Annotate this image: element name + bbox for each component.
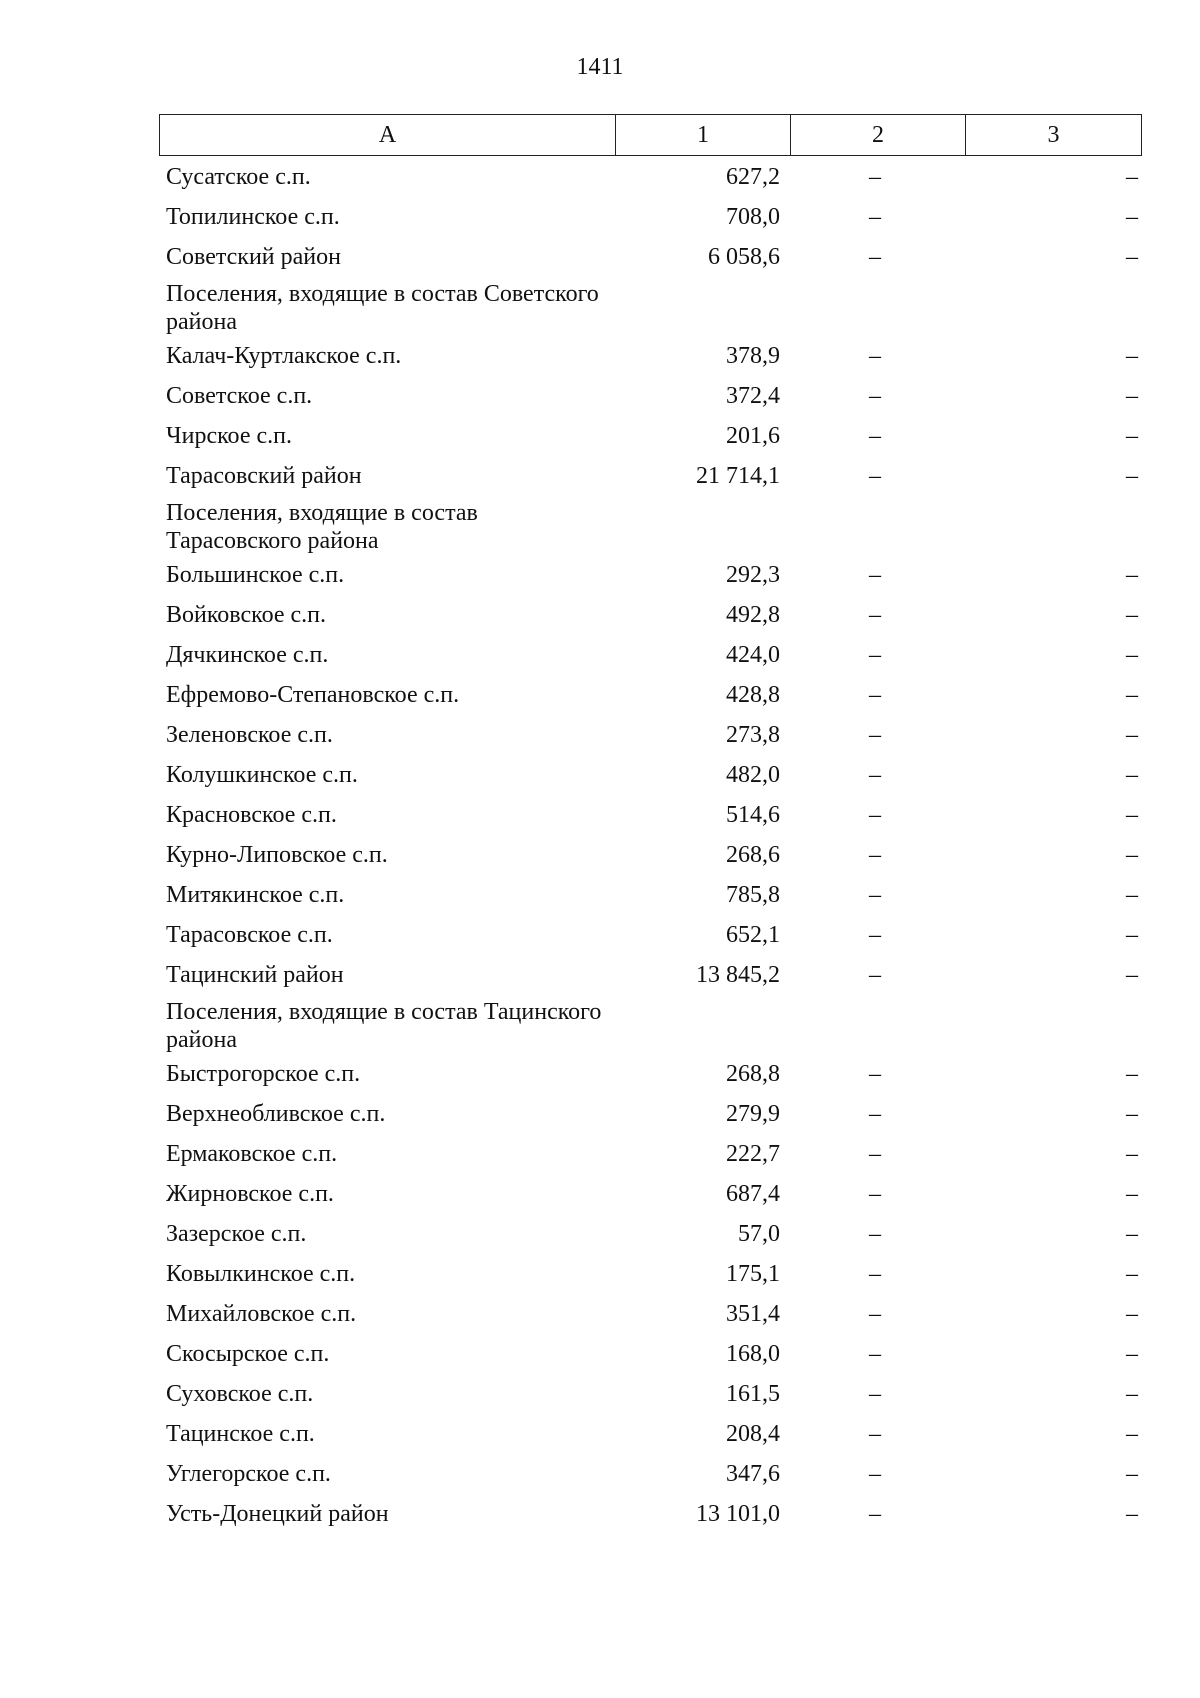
row-name: Усть-Донецкий район [166,1501,389,1527]
row-value-2: – [869,1501,881,1527]
row-value-3: – [1126,244,1138,270]
table-row [159,1175,1141,1215]
row-value-3: – [1126,1501,1138,1527]
row-value-1: 21 714,1 [696,463,780,489]
row-name: Верхнеобливское с.п. [166,1101,386,1127]
row-value-2: – [869,1421,881,1447]
row-value-2: – [869,762,881,788]
row-value-1: 785,8 [726,882,780,908]
row-value-1: 627,2 [726,164,780,190]
table-row [159,377,1141,417]
header-col-2: 2 [791,115,966,156]
table-row [159,1495,1141,1535]
row-value-3: – [1126,802,1138,828]
row-name: Ковылкинское с.п. [166,1261,356,1287]
row-value-2: – [869,802,881,828]
row-value-2: – [869,164,881,190]
row-value-2: – [869,1181,881,1207]
row-value-3: – [1126,423,1138,449]
row-value-2: – [869,602,881,628]
row-value-3: – [1126,1141,1138,1167]
row-value-2: – [869,562,881,588]
row-value-1: 428,8 [726,682,780,708]
row-value-1: 268,8 [726,1061,780,1087]
row-name: Зазерское с.п. [166,1221,307,1247]
row-value-3: – [1126,682,1138,708]
row-value-2: – [869,1381,881,1407]
row-value-2: – [869,423,881,449]
row-name: Ефремово-Степановское с.п. [166,682,460,708]
row-value-3: – [1126,463,1138,489]
row-value-3: – [1126,762,1138,788]
row-value-1: 652,1 [726,922,780,948]
row-value-3: – [1126,204,1138,230]
row-value-1: 351,4 [726,1301,780,1327]
row-name: Тацинский район [166,962,344,988]
row-value-1: 424,0 [726,642,780,668]
row-value-1: 687,4 [726,1181,780,1207]
row-name: Чирское с.п. [166,423,292,449]
table-row [159,497,1141,556]
table-row [159,1455,1141,1495]
table-row [159,956,1141,996]
row-value-3: – [1126,164,1138,190]
row-value-1: 378,9 [726,343,780,369]
row-value-2: – [869,1061,881,1087]
row-value-3: – [1126,642,1138,668]
row-value-2: – [869,383,881,409]
row-value-1: 201,6 [726,423,780,449]
header-row [160,115,1142,156]
row-name: Поселения, входящие в состав Тацинского района [166,999,602,1053]
row-value-1: 292,3 [726,562,780,588]
row-value-2: – [869,343,881,369]
row-value-2: – [869,1101,881,1127]
header-col-3: 3 [966,115,1142,156]
row-value-1: 279,9 [726,1101,780,1127]
row-value-1: 175,1 [726,1261,780,1287]
row-value-2: – [869,962,881,988]
row-value-3: – [1126,922,1138,948]
table-row [159,278,1141,337]
table-row [159,1255,1141,1295]
row-value-2: – [869,1261,881,1287]
row-value-3: – [1126,1181,1138,1207]
row-value-1: 347,6 [726,1461,780,1487]
row-value-2: – [869,1301,881,1327]
row-value-3: – [1126,343,1138,369]
row-value-2: – [869,922,881,948]
table-row [159,596,1141,636]
row-value-3: – [1126,962,1138,988]
row-name: Сусатское с.п. [166,164,311,190]
row-name: Михайловское с.п. [166,1301,357,1327]
row-value-2: – [869,1341,881,1367]
row-name: Советский район [166,244,341,270]
row-value-3: – [1126,1261,1138,1287]
row-value-1: 57,0 [738,1221,780,1247]
row-value-1: 372,4 [726,383,780,409]
row-value-1: 268,6 [726,842,780,868]
row-value-3: – [1126,842,1138,868]
row-value-3: – [1126,1101,1138,1127]
row-value-1: 13 101,0 [696,1501,780,1527]
row-name: Зеленовское с.п. [166,722,333,748]
table-row [159,1215,1141,1255]
row-value-1: 13 845,2 [696,962,780,988]
row-value-3: – [1126,1461,1138,1487]
row-value-1: 708,0 [726,204,780,230]
table-body [159,158,1141,1535]
table-row [159,676,1141,716]
row-value-2: – [869,204,881,230]
table-row [159,1295,1141,1335]
row-value-1: 168,0 [726,1341,780,1367]
table-row [159,198,1141,238]
table-row [159,876,1141,916]
row-value-3: – [1126,1421,1138,1447]
header-col-a: А [160,115,616,156]
row-value-3: – [1126,1301,1138,1327]
row-name: Дячкинское с.п. [166,642,329,668]
row-value-2: – [869,882,881,908]
table-row [159,1415,1141,1455]
row-value-1: 208,4 [726,1421,780,1447]
row-value-2: – [869,682,881,708]
row-name: Большинское с.п. [166,562,345,588]
table-row [159,636,1141,676]
table-row [159,556,1141,596]
row-value-2: – [869,463,881,489]
table-row [159,1335,1141,1375]
row-name: Митякинское с.п. [166,882,345,908]
table-row [159,796,1141,836]
row-value-2: – [869,244,881,270]
row-name: Суховское с.п. [166,1381,314,1407]
row-name: Поселения, входящие в состав Тарасовского района [166,500,478,554]
row-value-3: – [1126,1381,1138,1407]
row-value-2: – [869,1221,881,1247]
row-value-1: 492,8 [726,602,780,628]
row-name: Ермаковское с.п. [166,1141,338,1167]
row-value-2: – [869,722,881,748]
row-name: Скосырское с.п. [166,1341,330,1367]
row-name: Тарасовское с.п. [166,922,333,948]
row-name: Углегорское с.п. [166,1461,331,1487]
table-row [159,716,1141,756]
row-name: Колушкинское с.п. [166,762,358,788]
table-row [159,1055,1141,1095]
row-name: Быстрогорское с.п. [166,1061,361,1087]
row-name: Советское с.п. [166,383,313,409]
row-value-2: – [869,642,881,668]
row-value-1: 6 058,6 [708,244,780,270]
table-row [159,1095,1141,1135]
row-value-1: 514,6 [726,802,780,828]
row-value-3: – [1126,1221,1138,1247]
row-value-1: 273,8 [726,722,780,748]
row-name: Тацинское с.п. [166,1421,315,1447]
row-value-1: 222,7 [726,1141,780,1167]
row-value-3: – [1126,882,1138,908]
table-row [159,996,1141,1055]
table-header [159,114,1142,156]
row-value-1: 161,5 [726,1381,780,1407]
row-value-3: – [1126,383,1138,409]
table-row [159,417,1141,457]
table-row [159,1375,1141,1415]
row-name: Красновское с.п. [166,802,337,828]
table-row [159,756,1141,796]
table-row [159,238,1141,278]
row-value-3: – [1126,602,1138,628]
row-value-3: – [1126,722,1138,748]
row-name: Поселения, входящие в состав Советского района [166,281,599,335]
row-value-3: – [1126,562,1138,588]
row-value-2: – [869,842,881,868]
row-value-1: 482,0 [726,762,780,788]
row-name: Тарасовский район [166,463,362,489]
row-name: Курно-Липовское с.п. [166,842,388,868]
table-row [159,457,1141,497]
table-row [159,916,1141,956]
table-row [159,1135,1141,1175]
row-value-2: – [869,1461,881,1487]
row-value-2: – [869,1141,881,1167]
table-row [159,158,1141,198]
row-name: Топилинское с.п. [166,204,340,230]
row-value-3: – [1126,1061,1138,1087]
row-name: Калач-Куртлакское с.п. [166,343,402,369]
header-col-1: 1 [616,115,791,156]
row-name: Жирновское с.п. [166,1181,334,1207]
row-value-3: – [1126,1341,1138,1367]
table-row [159,337,1141,377]
table-row [159,836,1141,876]
row-name: Войковское с.п. [166,602,327,628]
page-number: 1411 [576,54,624,80]
